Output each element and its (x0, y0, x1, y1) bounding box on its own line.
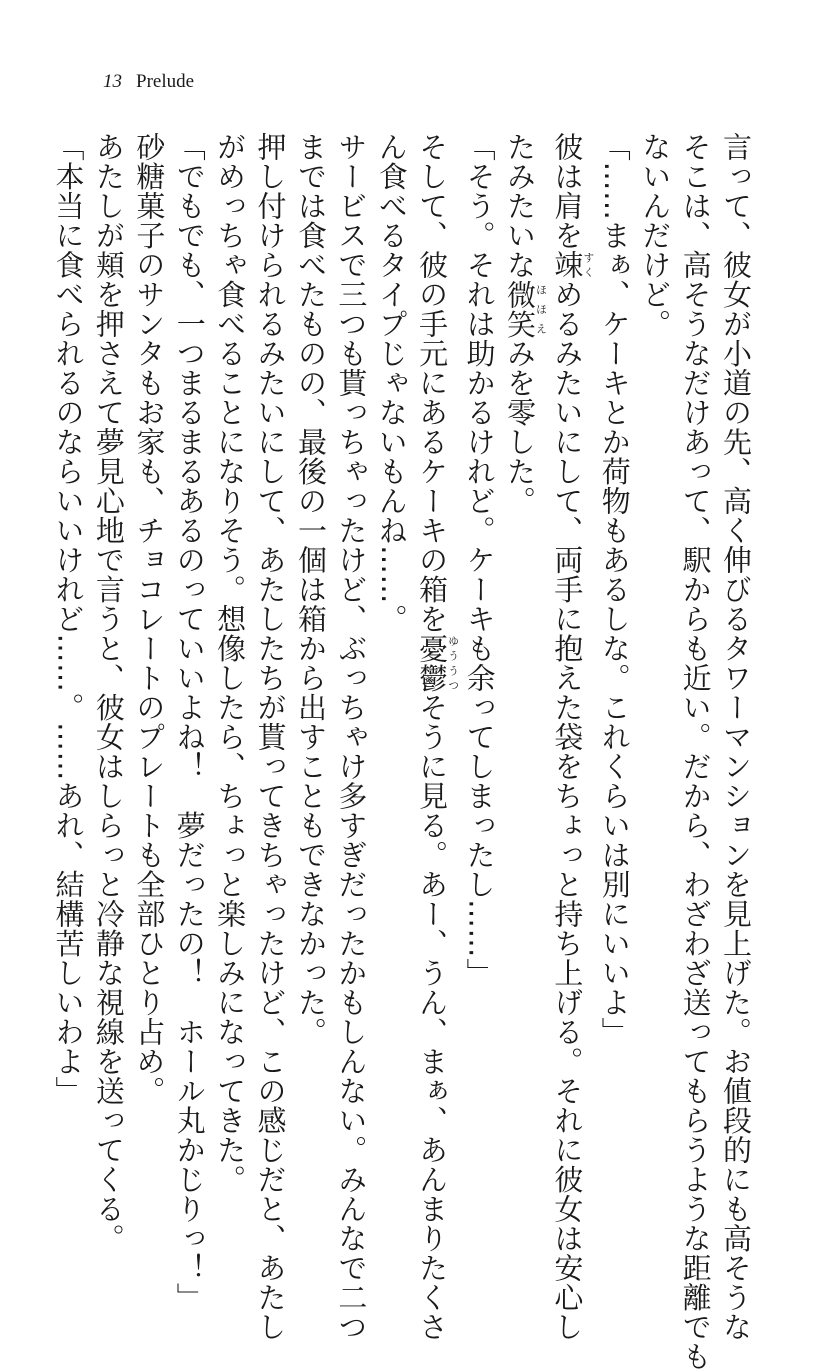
page-number: 13 (103, 71, 122, 92)
text-line: たみたいな微笑ほほえみを零した。 (502, 132, 548, 516)
text-line: ん食べるタイプじゃないもんね……。 (374, 132, 409, 634)
running-head (103, 70, 194, 94)
text-line: 砂糖菓子のサンタもお家も、チョコレートのプレートも全部ひとり占め。 (132, 132, 167, 1106)
text-line: そして、彼の手元にあるケーキの箱を憂鬱ゆううつそうに見る。あー、うん、まぁ、あんまりたくさ (415, 132, 460, 1342)
text-line: 「本当に食べられるのならいいけれど……。……あれ、結構苦しいわよ」 (51, 132, 86, 1106)
ruby-annotation: 竦すく (550, 250, 595, 280)
text-line: ないんだけど。 (638, 132, 673, 339)
text-line: サービスで三つも貰っちゃったけど、ぶっちゃけ多すぎだったかもしんない。みんなで二つ (334, 132, 369, 1342)
text-line: あたしが頬を押さえて夢見心地で言うと、彼女はしらっと冷静な視線を送ってくる。 (91, 132, 126, 1253)
text-line: までは食べたものの、最後の一個は箱から出すこともできなかった。 (293, 132, 328, 1047)
text-line: 「そう。それは助かるけれど。ケーキも余ってしまったし……」 (462, 132, 497, 988)
text-line: そこは、高そうなだけあって、駅からも近い。だから、わざわざ送ってもらうような距離でも (678, 132, 713, 1371)
text-line: 「……まぁ、ケーキとか荷物もあるしな。これくらいは別にいいよ」 (597, 132, 632, 1047)
text-line: がめっちゃ食べることになりそう。想像したら、ちょっと楽しみになってきた。 (213, 132, 248, 1194)
chapter-title: Prelude (136, 71, 195, 92)
ruby-annotation: 微笑ほほえ (502, 279, 548, 339)
text-line: 彼は肩を竦すくめるみたいにして、両手に抱えた袋をちょっと持ち上げる。それに彼女は安心し (550, 132, 595, 1342)
ruby-annotation: 憂鬱ゆううつ (415, 633, 460, 693)
text-line: 言って、彼女が小道の先、高く伸びるタワーマンションを見上げた。お値段的にも高そうな (719, 132, 753, 1342)
body-text (51, 132, 756, 1371)
text-line: 「でもでも、一つまるまるあるのっていいよね！ 夢だったの！ ホール丸かじりっ！」 (172, 132, 207, 1312)
text-line: 押し付けられるみたいにして、あたしたちが貰ってきちゃったけど、この感じだと、あたし (253, 132, 288, 1342)
